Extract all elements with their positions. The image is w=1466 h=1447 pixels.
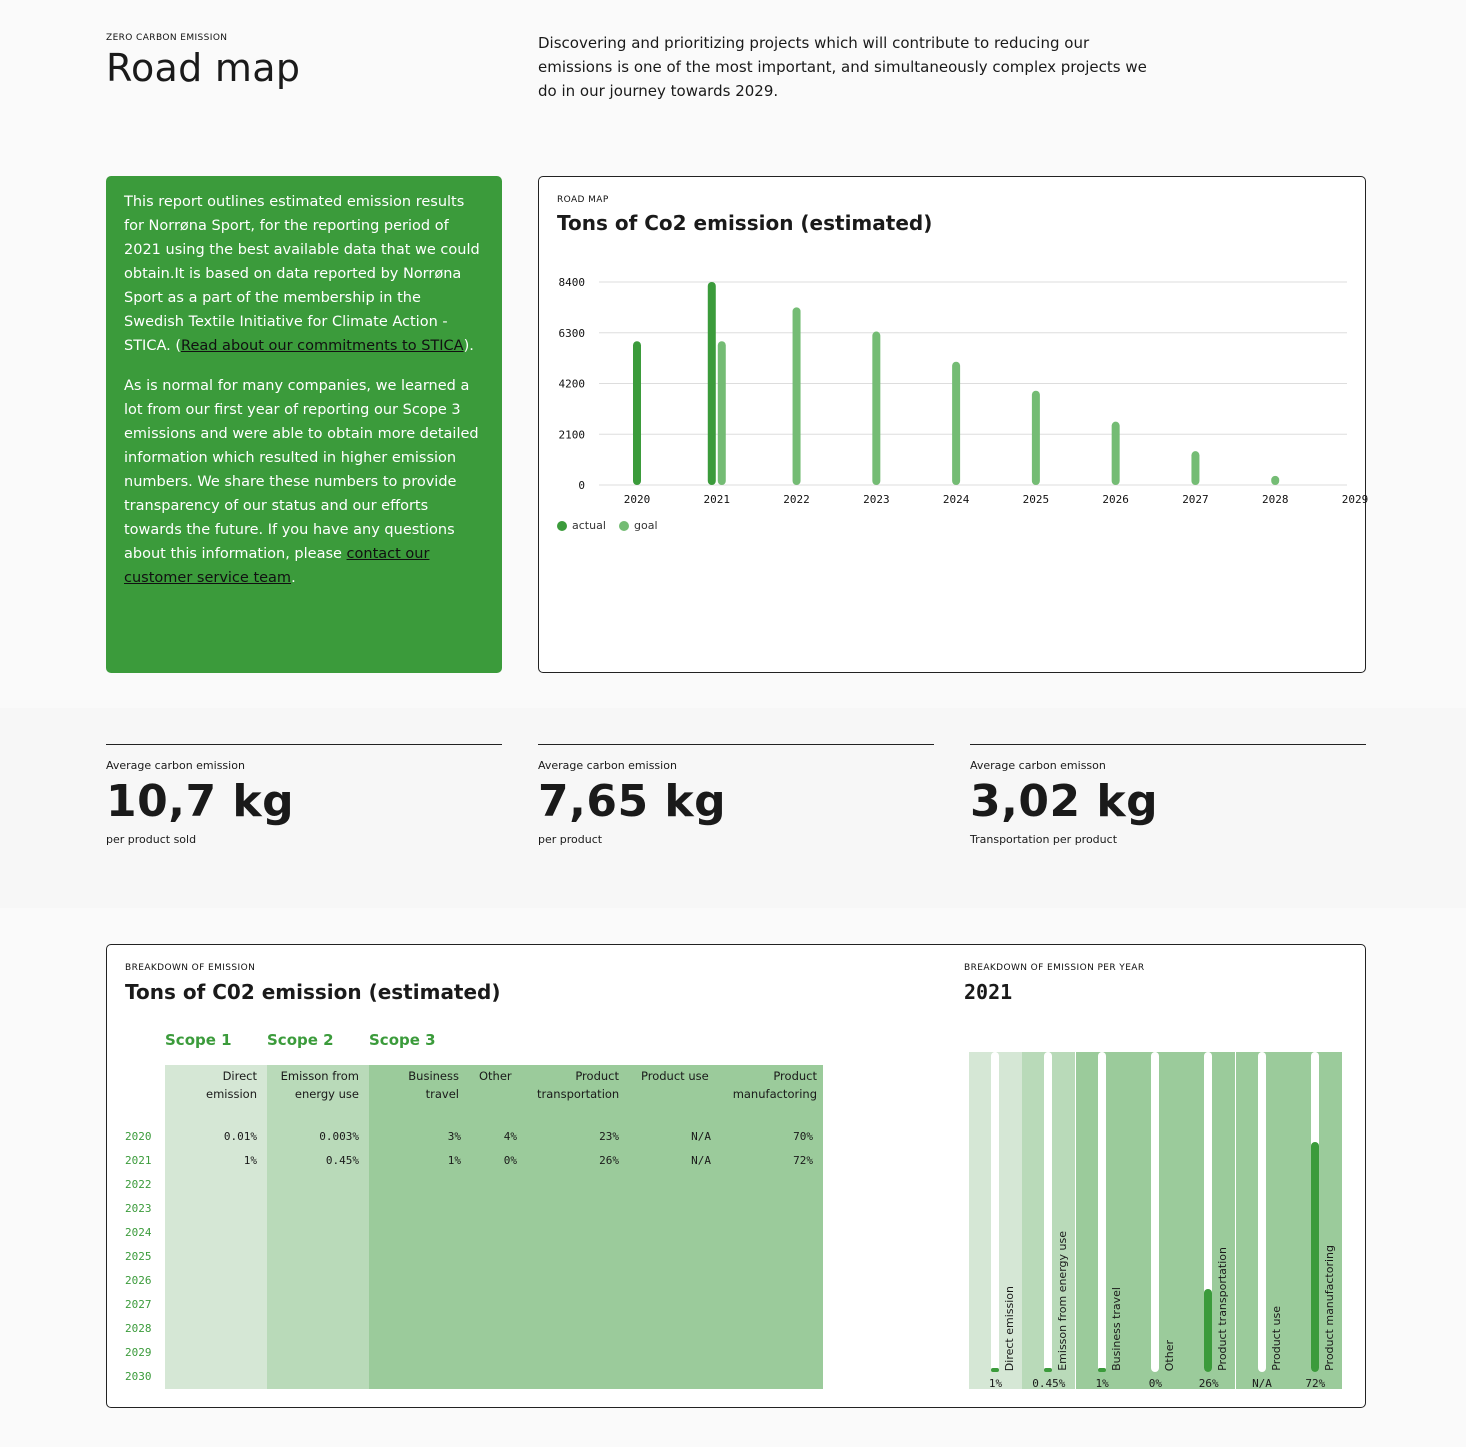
breakdown-eyebrow: BREAKDOWN OF EMISSION (125, 963, 256, 973)
table-cell: 0.003% (319, 1130, 359, 1143)
col-head-product-use: Product use (641, 1069, 709, 1083)
scope-3-column-bg (369, 1065, 823, 1389)
year-label: 2024 (125, 1226, 152, 1239)
report-info-paragraph-2 (124, 374, 484, 590)
customer-service-link[interactable]: contact our customer service team (124, 546, 430, 586)
per-year-title: 2021 (964, 980, 1013, 1004)
roadmap-chart-card (538, 176, 1369, 673)
per-year-bar-label: Direct emission (1003, 1285, 1016, 1371)
x-tick-label: 2025 (1022, 493, 1050, 506)
per-year-bar-value: 1% (1095, 1377, 1109, 1390)
scope-1-heading: Scope 1 (165, 1031, 232, 1049)
legend-goal-dot-icon (619, 521, 629, 531)
table-cell: 0.01% (223, 1130, 257, 1143)
table-cell: 0.45% (325, 1154, 359, 1167)
actual-bar (708, 282, 716, 485)
info-text-2: As is normal for many companies, we learned a lot from our first year of reporting our Scope 3 emissions and were able to obtain more detailed information which resulted in higher emission numbers. We share these numbers to provide transparency of our status and our efforts towards the future. If you have any questions about this information, please (124, 378, 479, 562)
chart-eyebrow: ROAD MAP (557, 195, 609, 205)
table-cell: 3% (447, 1130, 461, 1143)
page-eyebrow: ZERO CARBON EMISSION (106, 33, 228, 43)
legend-actual-dot-icon (557, 521, 567, 531)
y-tick-label: 4200 (558, 377, 585, 391)
goal-bar (1191, 451, 1199, 485)
x-tick-label: 2028 (1261, 493, 1289, 506)
report-info-box (106, 176, 502, 673)
col-head-energy: Emisson from energy use (280, 1069, 359, 1101)
per-year-bar-label: Emisson from energy use (1056, 1231, 1070, 1371)
table-cell: 26% (599, 1154, 619, 1167)
year-label: 2029 (125, 1346, 152, 1359)
per-year-bar-track (1098, 1052, 1106, 1372)
roadmap-chart (539, 177, 1369, 672)
per-year-bar-track (1044, 1052, 1052, 1372)
goal-bar (872, 332, 880, 485)
year-label: 2021 (125, 1154, 152, 1167)
per-year-bar-fill (991, 1368, 999, 1372)
per-year-bar-label: Product use (1269, 1306, 1283, 1371)
scope-2-heading: Scope 2 (267, 1031, 334, 1049)
goal-bar (1271, 476, 1279, 485)
table-cell: 23% (599, 1130, 619, 1143)
stat-product-sold (106, 744, 502, 846)
stat-value: 3,02 kg (970, 776, 1159, 827)
per-year-bar-track (1151, 1052, 1159, 1372)
per-year-bar-fill (1044, 1368, 1052, 1372)
per-year-bar-value: 26% (1198, 1377, 1219, 1390)
scope-3-heading: Scope 3 (369, 1031, 436, 1049)
y-tick-label: 0 (578, 479, 585, 492)
table-cell: 1% (243, 1154, 257, 1167)
breakdown-card (106, 944, 1366, 1408)
table-cell: 70% (793, 1130, 813, 1143)
table-cell: 0% (503, 1154, 517, 1167)
stat-label: Average carbon emission (106, 759, 245, 772)
per-year-bar-label: Product transportation (1216, 1247, 1230, 1371)
stat-per-product (538, 744, 934, 846)
legend-actual-label: actual (572, 519, 606, 532)
stat-sub: Transportation per product (970, 833, 1118, 846)
stat-transportation (970, 744, 1366, 846)
per-year-bar-track (991, 1052, 999, 1372)
table-cell: 4% (503, 1130, 517, 1143)
col-head-manufacturing: Product manufactoring (732, 1069, 817, 1101)
year-label: 2027 (125, 1298, 152, 1311)
x-tick-label: 2020 (623, 493, 651, 506)
per-year-bar-track (1258, 1052, 1266, 1372)
chart-title: Tons of Co2 emission (estimated) (557, 211, 933, 235)
per-year-bar-value: 0% (1148, 1377, 1163, 1390)
per-year-bar-fill (1098, 1368, 1106, 1372)
year-label: 2028 (125, 1322, 152, 1335)
per-year-bar-value: 72% (1305, 1377, 1326, 1390)
year-label: 2030 (125, 1370, 152, 1383)
page-title: Road map (106, 46, 301, 90)
per-year-bar-value: 0.45% (1032, 1377, 1066, 1390)
goal-bar (952, 362, 960, 485)
breakdown-title: Tons of C02 emission (estimated) (125, 980, 501, 1004)
info-text-1: This report outlines estimated emission results for Norrøna Sport, for the reporting period of 2021 using the best available data that we could obtain.It is based on data reported by Norrøna Sport as a part of the membership in the Swedish Textile Initiative for Climate Action - STICA. ( (124, 194, 480, 354)
actual-bar (633, 341, 641, 485)
table-cell: 72% (793, 1154, 813, 1167)
table-cell: 1% (447, 1154, 461, 1167)
year-label: 2026 (125, 1274, 152, 1287)
x-tick-label: 2022 (783, 493, 810, 506)
stat-label: Average carbon emission (538, 759, 677, 772)
stat-sub: per product sold (106, 833, 197, 846)
stat-value: 7,65 kg (538, 776, 727, 827)
goal-bar (793, 307, 801, 485)
x-tick-label: 2027 (1182, 493, 1209, 506)
per-year-bar-track (1204, 1052, 1212, 1372)
info-text-2-end: . (291, 570, 296, 586)
report-info-paragraph-1 (124, 190, 484, 358)
info-text-1-end: ). (463, 338, 474, 354)
scope-2-column-bg (267, 1065, 369, 1389)
stat-sub: per product (538, 833, 603, 846)
legend-goal-label: goal (634, 519, 658, 532)
per-year-eyebrow: BREAKDOWN OF EMISSION PER YEAR (964, 963, 1145, 973)
per-year-bar-fill (1311, 1142, 1319, 1372)
y-tick-label: 2100 (558, 428, 585, 442)
goal-bar (718, 341, 726, 485)
per-year-bar-fill (1204, 1289, 1212, 1372)
per-year-bar-label: Business travel (1109, 1287, 1123, 1371)
goal-bar (1032, 391, 1040, 485)
x-tick-label: 2021 (703, 493, 731, 506)
per-year-bar-value: 1% (988, 1377, 1003, 1390)
legend-actual (557, 519, 606, 532)
legend-goal (619, 519, 658, 532)
x-tick-label: 2023 (863, 493, 890, 506)
col-head-business: Business travel (408, 1069, 459, 1101)
col-head-direct: Direct emission (206, 1069, 257, 1101)
col-head-other: Other (479, 1069, 512, 1083)
per-year-bar-label: Product manufactoring (1322, 1245, 1336, 1371)
stica-commitments-link[interactable]: Read about our commitments to STICA (181, 338, 464, 354)
page-intro: Discovering and prioritizing projects which will contribute to reducing our emissions is one of the most important, and simultaneously complex projects we do in our journey towards 2029. (538, 34, 1147, 100)
per-year-bar-label: Other (1162, 1339, 1176, 1371)
x-tick-label: 2024 (942, 493, 970, 506)
table-cell: N/A (691, 1130, 711, 1143)
year-label: 2022 (125, 1178, 152, 1191)
per-year-bar-value: N/A (1252, 1377, 1272, 1390)
table-cell: N/A (691, 1154, 711, 1167)
year-label: 2025 (125, 1250, 152, 1263)
y-tick-label: 8400 (558, 276, 585, 289)
col-head-transport: Product transportation (537, 1069, 620, 1101)
goal-bar (1112, 422, 1120, 485)
y-tick-label: 6300 (558, 326, 585, 340)
year-label: 2020 (125, 1130, 152, 1143)
stat-value: 10,7 kg (106, 776, 295, 827)
stat-label: Average carbon emisson (970, 759, 1106, 772)
x-tick-label: 2029 (1341, 493, 1369, 506)
scope-1-column-bg (165, 1065, 267, 1389)
per-year-bar-track (1311, 1052, 1319, 1372)
x-tick-label: 2026 (1102, 493, 1129, 506)
year-label: 2023 (125, 1202, 152, 1215)
